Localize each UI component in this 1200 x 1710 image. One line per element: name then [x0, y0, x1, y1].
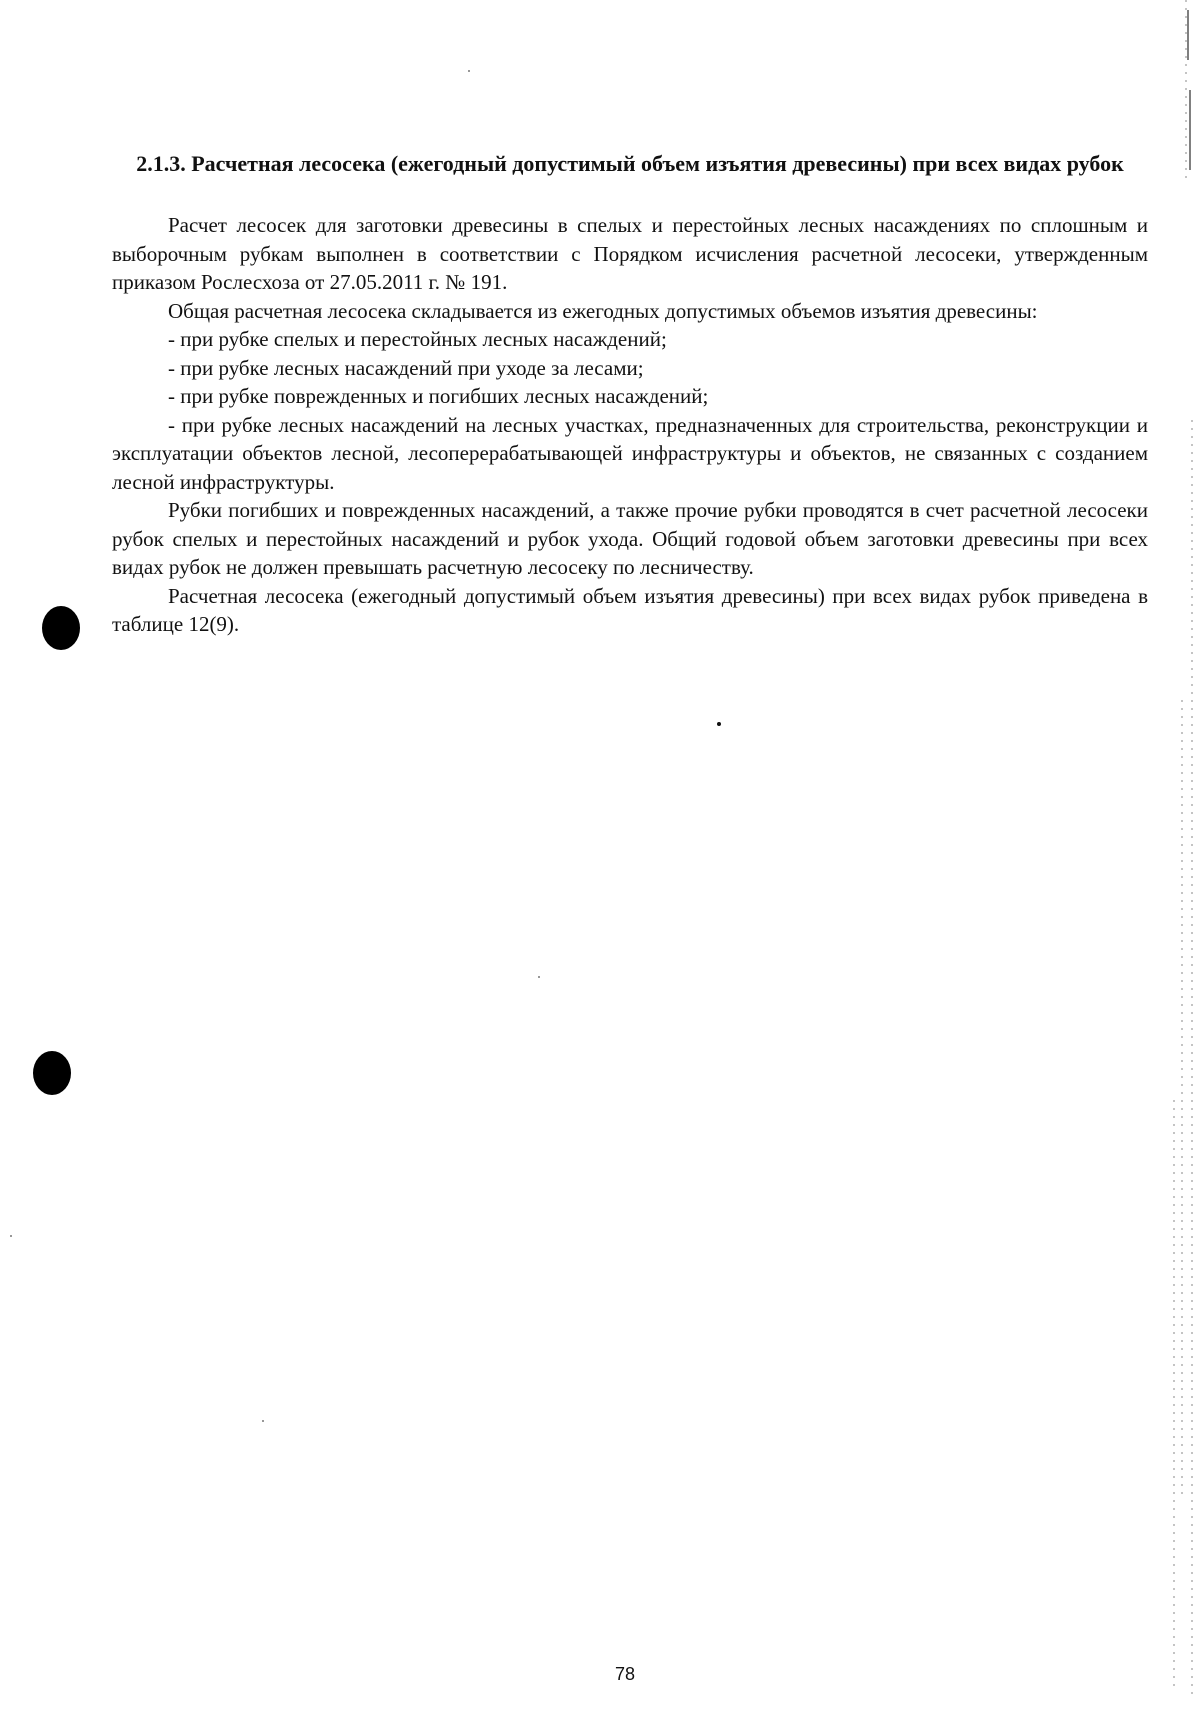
punch-hole-mark — [42, 606, 80, 650]
list-item-mature-stands: - при рубке спелых и перестойных лесных насаждений; — [168, 327, 667, 351]
scan-speck — [262, 1420, 264, 1422]
page-number: 78 — [614, 1664, 636, 1684]
scan-speck — [10, 1235, 12, 1237]
list-item-construction-areas: - при рубке лесных насаждений на лесных участках, предназначенных для строительства, реконструкции и эксплуатации объектов лесной, лесоперерабатывающей инфраструктуры и объектов, не связанных с созданием лесной инфраструктуры. — [112, 412, 1148, 494]
document-body — [112, 150, 1148, 639]
paragraph-total-allowance: Общая расчетная лесосека складывается из ежегодных допустимых объемов изъятия древесины: — [168, 298, 1038, 323]
list-item-damaged-stands: - при рубке поврежденных и погибших лесных насаждений; — [168, 384, 709, 408]
paragraph-other-fellings: Рубки погибших и поврежденных насаждений, а также прочие рубки проводятся в счет расчетной лесосеки рубок спелых и перестойных насаждений и рубок ухода. Общий годовой объем заготовки древесины при всех видах рубок не должен превышать расчетную лесосеку по лесничеству. — [112, 498, 1148, 579]
punch-hole-mark — [33, 1051, 71, 1095]
paragraph-intro: Расчет лесосек для заготовки древесины в спелых и перестойных лесных насаждениях по сплошным и выборочным рубкам выполнен в соответствии с Порядком исчисления расчетной лесосеки, утвержденным приказом Рослесхоза от 27.05.2011 г. № 191. — [112, 213, 1148, 294]
scan-speck — [538, 976, 540, 978]
section-heading: 2.1.3. Расчетная лесосека (ежегодный допустимый объем изъятия древесины) при всех видах рубок — [136, 151, 1124, 176]
scan-speck — [717, 722, 721, 726]
scan-edge-artifacts — [1164, 0, 1200, 1710]
scan-speck — [468, 70, 470, 72]
list-item-forest-care: - при рубке лесных насаждений при уходе за лесами; — [168, 355, 644, 380]
paragraph-table-reference: Расчетная лесосека (ежегодный допустимый объем изъятия древесины) при всех видах рубок приведена в таблице 12(9). — [112, 583, 1148, 636]
